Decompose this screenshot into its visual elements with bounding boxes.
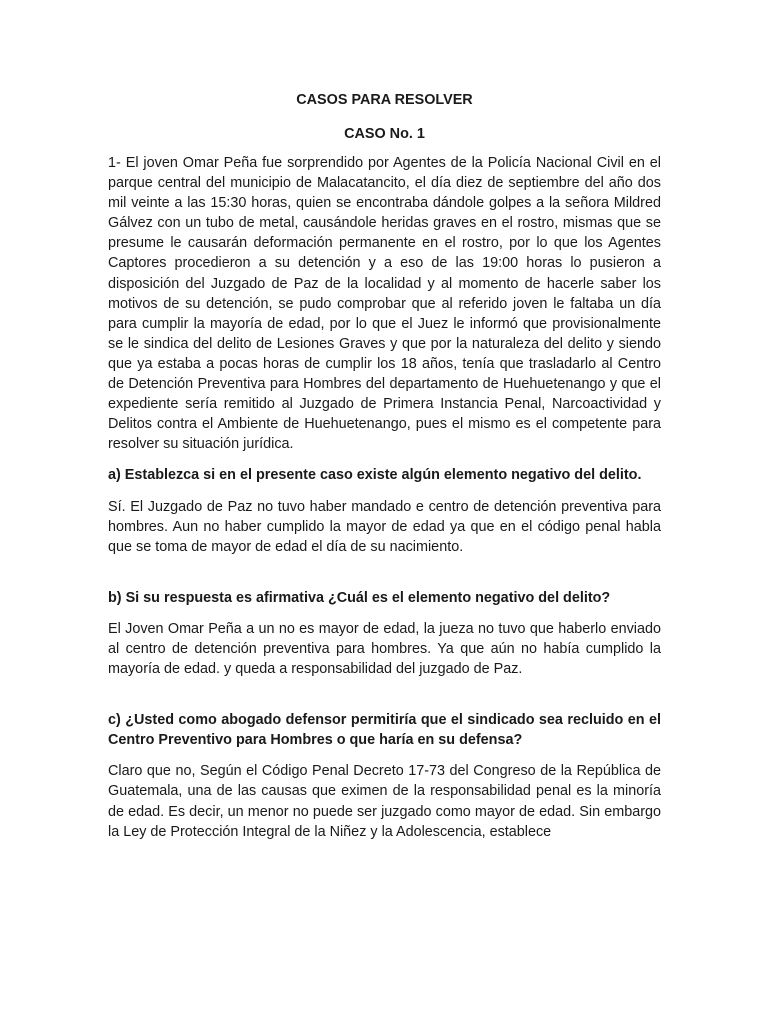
question-a: a) Establezca si en el presente caso existe algún elemento negativo del delito.	[108, 467, 642, 484]
document-page	[108, 91, 661, 842]
answer-a: Sí. El Juzgado de Paz no tuvo haber mandado e centro de detención preventiva para hombres. Aun no haber cumplido la mayor de edad ya que en el código penal habla que se toma de mayor de edad el día de su nacimiento.	[108, 498, 661, 555]
question-c: c) ¿Usted como abogado defensor permitiría que el sindicado sea recluido en el Centro Preventivo para Hombres o que haría en su defensa?	[108, 712, 661, 749]
question-b: b) Si su respuesta es afirmativa ¿Cuál es el elemento negativo del delito?	[108, 589, 611, 606]
answer-c: Claro que no, Según el Código Penal Decreto 17-73 del Congreso de la República de Guatemala, una de las causas que eximen de la responsabilidad penal es la minoría de edad. Es decir, un menor no puede ser juzgado como mayor de edad. Sin embargo la Ley de Protección Integral de la Niñez y la Adolescencia, establece	[108, 763, 661, 840]
document-title: CASOS PARA RESOLVER	[296, 92, 473, 108]
case-heading: CASO No. 1	[344, 126, 425, 142]
case-description: 1- El joven Omar Peña fue sorprendido por Agentes de la Policía Nacional Civil en el parque central del municipio de Malacatancito, el día diez de septiembre del año dos mil veinte a las 15:30 horas, quien se encontraba dándole golpes a la señora Mildred Gálvez con un tubo de metal, causándole heridas graves en el rostro, mismas que se presume le causarán deformación permanente en el rostro, por lo que los Agentes Captores procedieron a su detención y a eso de las 19:00 horas lo pusieron a disposición del Juzgado de Paz de la localidad y al momento de hacerle saber los motivos de su detención, se pudo comprobar que al referido joven le faltaba un día para cumplir la mayoría de edad, por lo que el Juez le informó que provisionalmente se le sindica del delito de Lesiones Graves y que por la naturaleza del delito y siendo que ya estaba a pocas horas de cumplir los 18 años, tenía que trasladarlo al Centro de Detención Preventiva para Hombres del departamento de Huehuetenango y que el expediente sería remitido al Juzgado de Primera Instancia Penal, Narcoactividad y Delitos contra el Ambiente de Huehuetenango, pues el mismo es el competente para resolver su situación jurídica.	[108, 155, 661, 453]
answer-b: El Joven Omar Peña a un no es mayor de edad, la jueza no tuvo que haberlo enviado al centro de detención preventiva para hombres. Ya que aún no había cumplido la mayoría de edad. y queda a responsabilidad del juzgado de Paz.	[108, 620, 661, 678]
